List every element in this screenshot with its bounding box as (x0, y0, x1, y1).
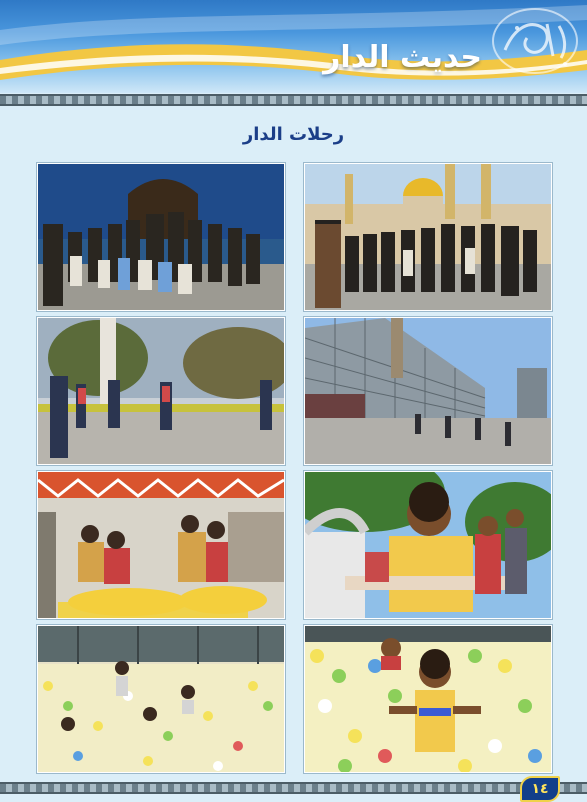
photo-icon (305, 318, 551, 464)
photo-icon (305, 626, 551, 772)
photo-children-on-swing-ride (37, 471, 285, 619)
photo-icon (305, 472, 551, 618)
photo-construction-scaffolding-courtyard (304, 317, 552, 465)
photo-icon (38, 626, 284, 772)
ornamental-band-bottom (0, 782, 587, 794)
photo-icon (305, 164, 551, 310)
header-title: حديث الدار (323, 40, 482, 75)
page-number: ١٤ (520, 776, 560, 802)
page-header (0, 0, 587, 93)
photo-children-playing-football (37, 317, 285, 465)
photo-boy-in-ball-pit (304, 625, 552, 773)
quran-calligraphy-logo (491, 6, 579, 76)
photo-group-at-golden-dome-shrine (304, 163, 552, 311)
photo-icon (38, 318, 284, 464)
photo-group-at-shrine-entrance (37, 163, 285, 311)
photo-ball-pit-wide (37, 625, 285, 773)
ornamental-band-top (0, 94, 587, 106)
section-title: رحلات الدار (242, 124, 345, 145)
photo-boys-on-amusement-ride (304, 471, 552, 619)
photo-icon (38, 164, 284, 310)
photo-icon (38, 472, 284, 618)
